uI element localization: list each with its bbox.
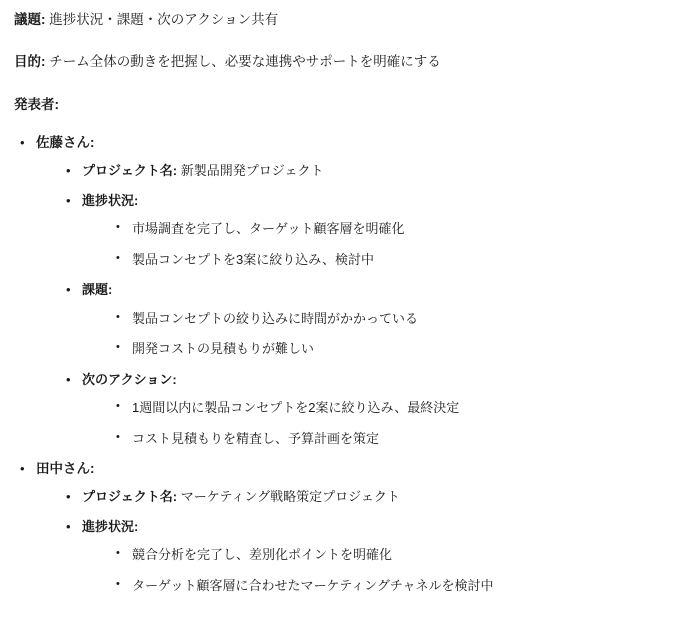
agenda-value: 進捗状況・課題・次のアクション共有 xyxy=(49,12,279,27)
section-value: 新製品開発プロジェクト xyxy=(180,163,324,178)
item-text: 1週間以内に製品コンセプトを2案に絞り込み、最終決定 xyxy=(132,400,460,415)
section-label: 進捗状況: xyxy=(82,518,139,534)
section-items xyxy=(82,309,659,359)
list-item xyxy=(62,280,659,359)
bullet-icon: • xyxy=(116,221,120,233)
section-value: マーケティング戦略策定プロジェクト xyxy=(180,489,400,505)
purpose-label: 目的: xyxy=(14,54,46,70)
section-label: 進捗状況: xyxy=(82,192,139,208)
presenter-sections xyxy=(36,161,659,448)
bullet-icon: • xyxy=(116,251,120,264)
list-item xyxy=(62,517,659,596)
item-text: ターゲット顧客層に合わせたマーケティングチャネルを検討中 xyxy=(132,577,494,593)
bullet-icon: • xyxy=(20,461,25,476)
list-item xyxy=(62,487,659,507)
bullet-icon: • xyxy=(116,310,120,323)
item-text: 市場調査を完了し、ターゲット顧客層を明確化 xyxy=(132,221,405,236)
bullet-icon: • xyxy=(116,341,120,353)
agenda-line xyxy=(14,10,659,30)
item-text: 開発コストの見積もりが難しい xyxy=(132,341,315,356)
item-text: 競合分析を完了し、差別化ポイントを明確化 xyxy=(132,547,393,563)
list-item xyxy=(112,250,659,270)
section-items xyxy=(82,545,659,595)
bullet-icon: • xyxy=(66,163,71,178)
list-item xyxy=(14,459,659,595)
bullet-icon: • xyxy=(116,430,120,443)
list-item xyxy=(112,576,659,596)
presenter-name: 佐藤さん: xyxy=(36,134,95,150)
purpose-value: チーム全体の動きを把握し、必要な連携やサポートを明確にする xyxy=(49,54,441,70)
list-item xyxy=(62,191,659,270)
bullet-icon: • xyxy=(66,192,71,208)
bullet-icon: • xyxy=(66,489,71,505)
agenda-label: 議題: xyxy=(14,12,46,27)
presenter-sections xyxy=(36,487,659,595)
bullet-icon: • xyxy=(20,134,25,150)
bullet-icon: • xyxy=(66,282,71,297)
list-item xyxy=(112,398,659,418)
bullet-icon: • xyxy=(66,371,71,387)
bullet-icon: • xyxy=(66,518,71,534)
list-item xyxy=(112,339,659,359)
item-text: 製品コンセプトの絞り込みに時間がかかっている xyxy=(132,310,419,326)
item-text: コスト見積もりを精査し、予算計画を策定 xyxy=(132,430,380,446)
presenter-name: 田中さん: xyxy=(36,461,95,476)
purpose-line xyxy=(14,52,659,72)
list-item xyxy=(62,370,659,449)
bullet-icon: • xyxy=(116,400,120,412)
section-items xyxy=(82,398,659,448)
section-items xyxy=(82,219,659,269)
item-text: 製品コンセプトを3案に絞り込み、検討中 xyxy=(132,251,375,267)
list-item xyxy=(112,219,659,239)
list-item xyxy=(112,429,659,449)
list-item xyxy=(112,545,659,565)
list-item xyxy=(62,161,659,181)
section-label: プロジェクト名: xyxy=(82,489,178,505)
bullet-icon: • xyxy=(116,577,120,590)
bullet-icon: • xyxy=(116,547,120,560)
list-item xyxy=(14,133,659,448)
list-item xyxy=(112,309,659,329)
presenters-heading xyxy=(14,95,659,115)
presenter-list xyxy=(14,133,659,596)
presenters-label: 発表者: xyxy=(14,96,59,112)
section-label: 次のアクション: xyxy=(82,371,177,387)
section-label: プロジェクト名: xyxy=(82,163,178,178)
section-label: 課題: xyxy=(82,282,113,297)
